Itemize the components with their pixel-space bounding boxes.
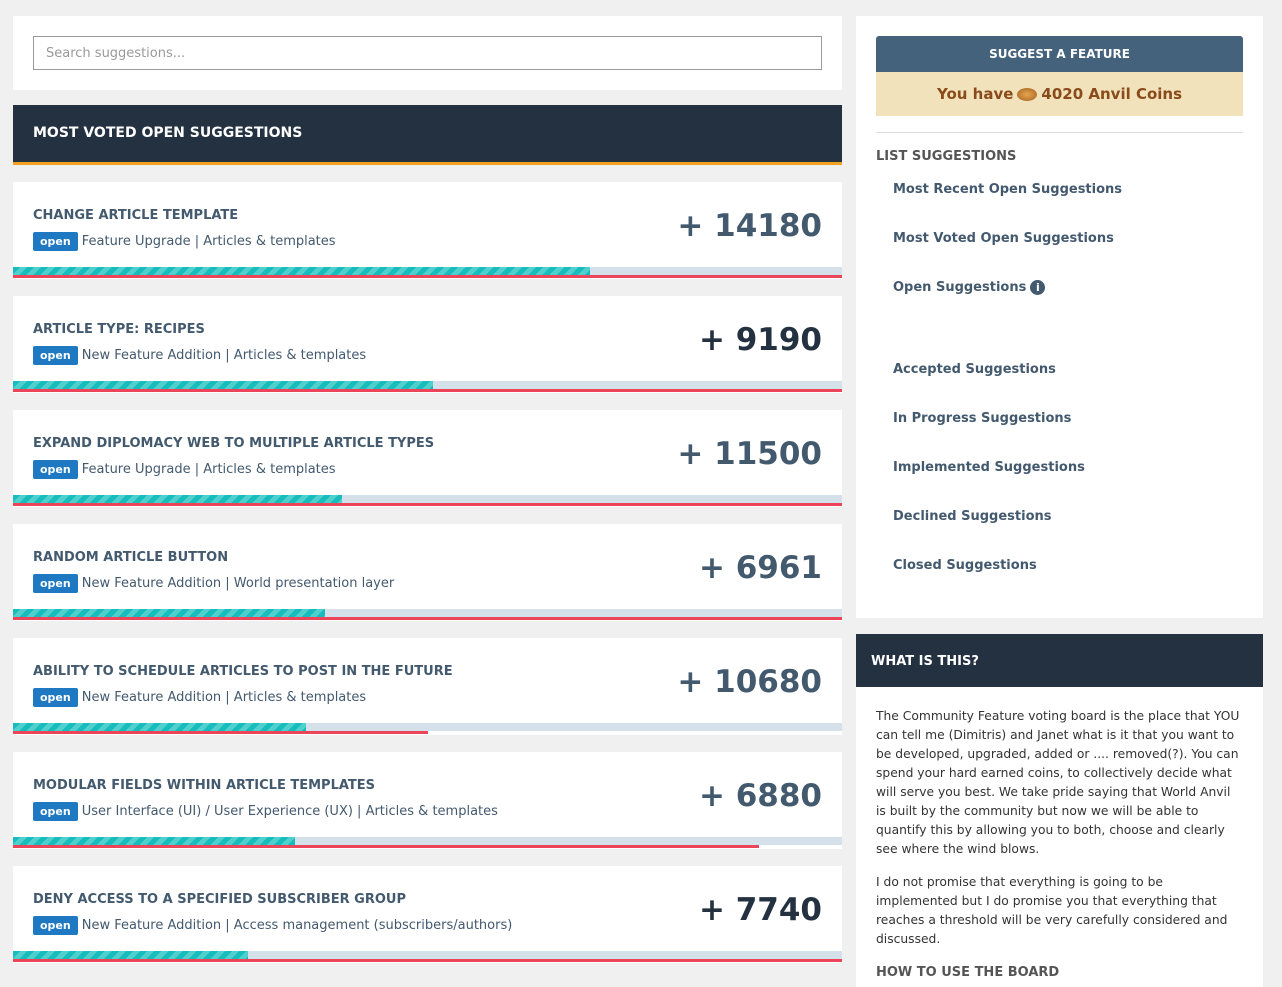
search-input[interactable] <box>33 36 822 70</box>
list-heading: LIST SUGGESTIONS <box>876 149 1017 164</box>
threshold-line <box>13 389 842 392</box>
main-column <box>13 16 842 963</box>
suggestion-title[interactable]: DENY ACCESS TO A SPECIFIED SUBSCRIBER GROUP <box>33 892 406 907</box>
suggestion-title[interactable]: CHANGE ARTICLE TEMPLATE <box>33 208 239 223</box>
status-badge: open <box>33 346 78 365</box>
progress-bar <box>13 495 842 503</box>
what-paragraph-1: The Community Feature voting board is the place that YOU can tell me (Dimitris) and Janet what is it that you want to be developed, upgraded, added or .... removed(?). You can spend your hard earned coins, to collectively decide what will serve you best. We take pride saying that World Anvil is built by the community but now we will be able to quantify this by allowing you to both, choose and clearly see where the wind blows. <box>876 709 1240 856</box>
vote-count: + 7740 <box>698 892 822 928</box>
suggestion-category: New Feature Addition | World presentation layer <box>81 576 395 591</box>
coins-prefix: You have <box>936 85 1014 103</box>
suggestion-category: New Feature Addition | Access management (subscribers/authors) <box>81 918 513 933</box>
suggestion-title[interactable]: ABILITY TO SCHEDULE ARTICLES TO POST IN THE FUTURE <box>33 664 453 679</box>
what-paragraph-2: I do not promise that everything is going to be implemented but I do promise you that everything that reaches a threshold will be very carefully considered and discussed. <box>876 875 1228 946</box>
suggestion-card[interactable] <box>13 410 842 507</box>
suggestion-meta <box>33 688 366 707</box>
suggestion-title[interactable]: MODULAR FIELDS WITHIN ARTICLE TEMPLATES <box>33 778 376 793</box>
suggestion-card[interactable] <box>13 752 842 849</box>
progress-fill <box>13 267 590 275</box>
threshold-line <box>13 503 842 506</box>
section-title: MOST VOTED OPEN SUGGESTIONS <box>13 105 842 165</box>
search-panel <box>13 16 842 90</box>
link-closed[interactable]: Closed Suggestions <box>893 558 1037 573</box>
vote-count: + 6880 <box>698 778 822 814</box>
link-declined[interactable]: Declined Suggestions <box>893 509 1052 524</box>
link-implemented[interactable]: Implemented Suggestions <box>893 460 1085 475</box>
suggest-feature-button[interactable]: SUGGEST A FEATURE <box>876 36 1243 72</box>
progress-bar <box>13 837 842 845</box>
how-to-heading: HOW TO USE THE BOARD <box>876 965 1060 980</box>
suggestion-card[interactable] <box>13 638 842 735</box>
status-badge: open <box>33 916 78 935</box>
suggestion-meta <box>33 574 394 593</box>
link-most-recent[interactable]: Most Recent Open Suggestions <box>893 182 1123 197</box>
vote-count: + 9190 <box>698 322 822 358</box>
status-badge: open <box>33 460 78 479</box>
progress-fill <box>13 723 306 731</box>
link-most-voted[interactable]: Most Voted Open Suggestions <box>893 231 1114 246</box>
threshold-line <box>13 845 759 848</box>
vote-count: + 11500 <box>677 436 822 472</box>
vote-count: + 6961 <box>698 550 822 586</box>
suggestion-card[interactable] <box>13 866 842 963</box>
progress-bar <box>13 723 842 731</box>
suggestion-meta <box>33 346 366 365</box>
link-accepted[interactable]: Accepted Suggestions <box>893 362 1056 377</box>
suggestion-meta <box>33 460 336 479</box>
progress-fill <box>13 381 433 389</box>
progress-bar <box>13 951 842 959</box>
suggestion-card[interactable] <box>13 182 842 279</box>
status-badge: open <box>33 232 78 251</box>
suggestion-card[interactable] <box>13 296 842 393</box>
suggestion-meta <box>33 232 336 251</box>
suggestion-title[interactable]: ARTICLE TYPE: RECIPES <box>33 322 205 337</box>
what-is-this-body <box>856 687 1263 987</box>
progress-bar <box>13 609 842 617</box>
progress-fill <box>13 495 342 503</box>
link-in-progress[interactable]: In Progress Suggestions <box>893 411 1072 426</box>
suggestion-meta <box>33 802 498 821</box>
coins-amount: 4020 Anvil Coins <box>1041 85 1183 103</box>
progress-bar <box>13 267 842 275</box>
what-is-this-heading: WHAT IS THIS? <box>856 634 1263 687</box>
suggestion-title[interactable]: EXPAND DIPLOMACY WEB TO MULTIPLE ARTICLE TYPES <box>33 436 435 451</box>
coin-icon <box>1017 88 1037 101</box>
suggestion-category: User Interface (UI) / User Experience (UX) | Articles & templates <box>81 804 498 819</box>
threshold-line <box>13 617 842 620</box>
threshold-line <box>13 731 428 734</box>
divider <box>876 132 1243 133</box>
status-badge: open <box>33 688 78 707</box>
link-open[interactable]: Open Suggestions <box>893 280 1027 295</box>
suggestion-category: New Feature Addition | Articles & templates <box>81 348 367 363</box>
progress-bar <box>13 381 842 389</box>
status-badge: open <box>33 802 78 821</box>
coins-balance <box>876 72 1243 116</box>
suggestion-meta <box>33 916 512 935</box>
suggestion-category: New Feature Addition | Articles & templates <box>81 690 367 705</box>
sidebar <box>856 16 1263 987</box>
suggestion-category: Feature Upgrade | Articles & templates <box>81 234 336 249</box>
suggestion-category: Feature Upgrade | Articles & templates <box>81 462 336 477</box>
progress-fill <box>13 609 325 617</box>
vote-count: + 14180 <box>677 208 822 244</box>
progress-fill <box>13 837 295 845</box>
suggestion-title[interactable]: RANDOM ARTICLE BUTTON <box>33 550 229 565</box>
suggestion-card[interactable] <box>13 524 842 621</box>
progress-fill <box>13 951 248 959</box>
threshold-line <box>13 275 842 278</box>
info-icon[interactable]: i <box>1030 280 1045 295</box>
vote-count: + 10680 <box>677 664 822 700</box>
status-badge: open <box>33 574 78 593</box>
threshold-line <box>13 959 842 962</box>
